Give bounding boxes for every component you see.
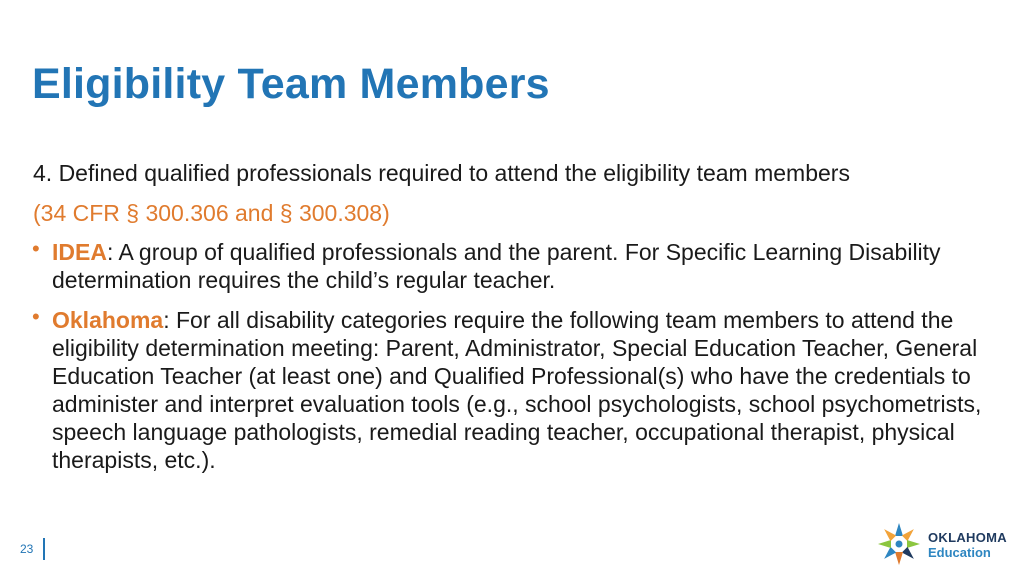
bullet-term: IDEA xyxy=(52,239,107,265)
star-burst-icon xyxy=(876,521,922,567)
bullet-dot-icon: • xyxy=(32,236,40,261)
page-divider xyxy=(43,538,45,560)
bullet-list xyxy=(33,238,993,486)
slide-title: Eligibility Team Members xyxy=(32,60,550,108)
logo-text-education: Education xyxy=(928,545,991,560)
intro-text: 4. Defined qualified professionals required to attend the eligibility team members xyxy=(33,160,850,186)
citation-text: (34 CFR § 300.306 and § 300.308) xyxy=(33,200,390,226)
bullet-oklahoma xyxy=(33,306,993,474)
bullet-text: : A group of qualified professionals and the parent. For Specific Learning Disability determination requires the child’s regular teacher. xyxy=(52,239,941,293)
bullet-idea xyxy=(33,238,993,294)
oklahoma-education-logo xyxy=(876,521,1006,567)
page-number: 23 xyxy=(20,542,34,556)
bullet-term: Oklahoma xyxy=(52,307,164,333)
logo-text-oklahoma: OKLAHOMA xyxy=(928,530,1007,545)
bullet-dot-icon: • xyxy=(32,304,40,329)
bullet-text: : For all disability categories require the following team members to attend the eligibility determination meeting: Parent, Administrator, Special Education Teacher, General Education Teacher (at least one) and Qualified Professional(s) who have the credentials to administer and interpret evaluation tools (e.g., school psychologists, school psychometrists, speech language pathologists, remedial reading teacher, occupational therapist, physical therapists, etc.). xyxy=(52,307,982,473)
